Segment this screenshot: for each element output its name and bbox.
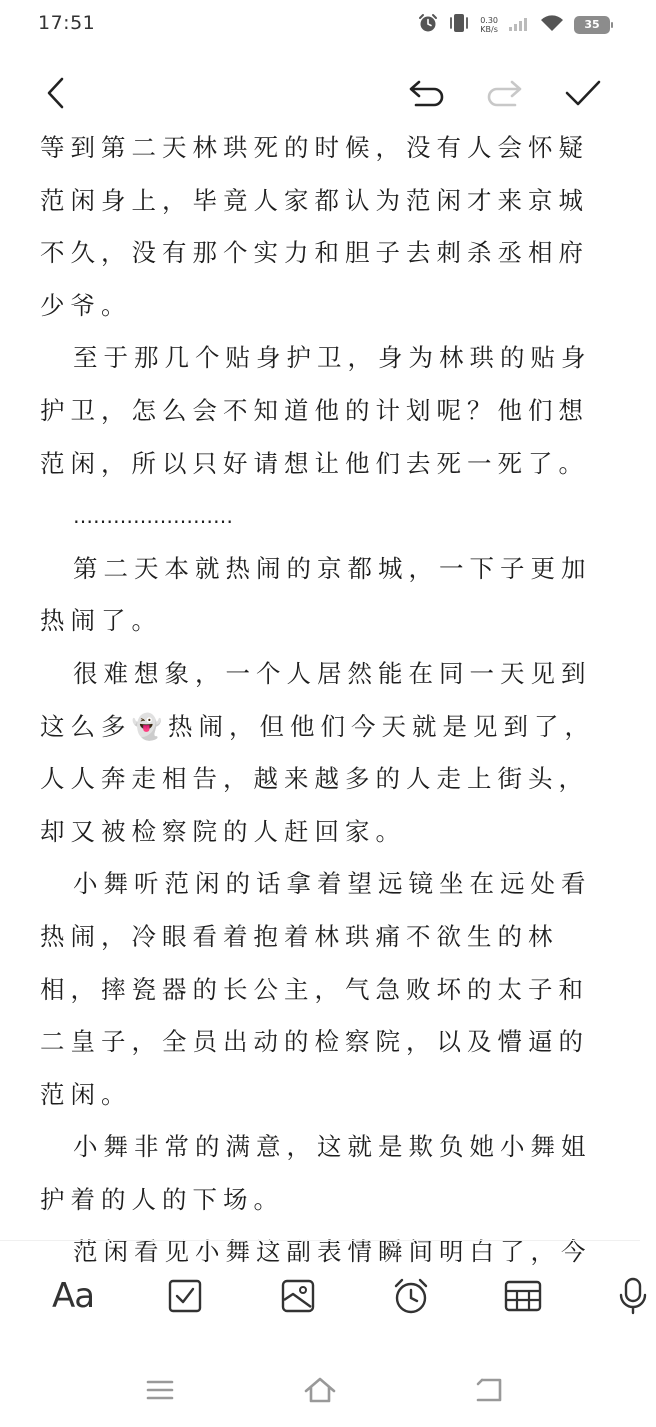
undo-icon[interactable]	[404, 70, 450, 116]
paragraph: 范闲看见小舞这副表情瞬间明白了，今	[73, 1237, 592, 1267]
alarm-icon	[418, 13, 438, 37]
battery-icon: 35	[574, 16, 610, 34]
note-content[interactable]	[40, 122, 608, 1267]
separator-dots: ……………………	[73, 504, 233, 529]
paragraph: 至于那几个贴身护卫，身为林珙的贴身护卫，怎么会不知道他的计划呢？他们想范闲，所以只好请想让他们去死一死了。	[40, 343, 592, 478]
table-icon[interactable]	[500, 1273, 546, 1319]
confirm-icon[interactable]	[560, 70, 606, 116]
status-bar	[0, 0, 640, 48]
back-nav-icon[interactable]	[468, 1370, 508, 1410]
alarm-clock-icon[interactable]	[388, 1273, 434, 1319]
paragraph: 第二天本就热闹的京都城，一下子更加热闹了。	[40, 553, 592, 636]
net-speed: 0.30 KB/s	[480, 16, 498, 34]
paragraph: 等到第二天林珙死的时候，没有人会怀疑范闲身上，毕竟人家都认为范闲才来京城不久，没有那个实力和胆子去刺杀丞相府少爷。	[40, 133, 589, 320]
menu-icon[interactable]	[140, 1370, 180, 1410]
redo-icon[interactable]	[481, 70, 527, 116]
checklist-icon[interactable]	[162, 1273, 208, 1319]
format-toolbar	[0, 1240, 640, 1350]
microphone-icon[interactable]	[610, 1273, 656, 1319]
editor-toolbar	[0, 62, 640, 124]
vibrate-icon	[448, 13, 470, 37]
paragraph: 小舞听范闲的话拿着望远镜坐在远处看热闹，冷眼看着抱着林珙痛不欲生的林相，摔瓷器的长公主，气急败坏的太子和二皇子，全员出动的检察院，以及懵逼的范闲。	[40, 869, 592, 1109]
wifi-icon	[540, 14, 564, 36]
paragraph: 小舞非常的满意，这就是欺负她小舞姐护着的人的下场。	[40, 1132, 592, 1214]
image-icon[interactable]	[275, 1273, 321, 1319]
home-icon[interactable]	[300, 1370, 340, 1410]
status-time: 17:51	[38, 12, 96, 34]
signal-icon	[508, 16, 530, 35]
font-label: Aa	[51, 1276, 95, 1316]
back-icon[interactable]	[34, 70, 80, 116]
system-nav-bar	[0, 1360, 640, 1427]
font-icon[interactable]	[50, 1273, 96, 1319]
status-icons	[418, 13, 610, 37]
paragraph: 很难想象，一个人居然能在同一天见到这么多👻热闹，但他们今天就是见到了，人人奔走相告，越来越多的人走上街头，却又被检察院的人赶回家。	[40, 658, 596, 846]
